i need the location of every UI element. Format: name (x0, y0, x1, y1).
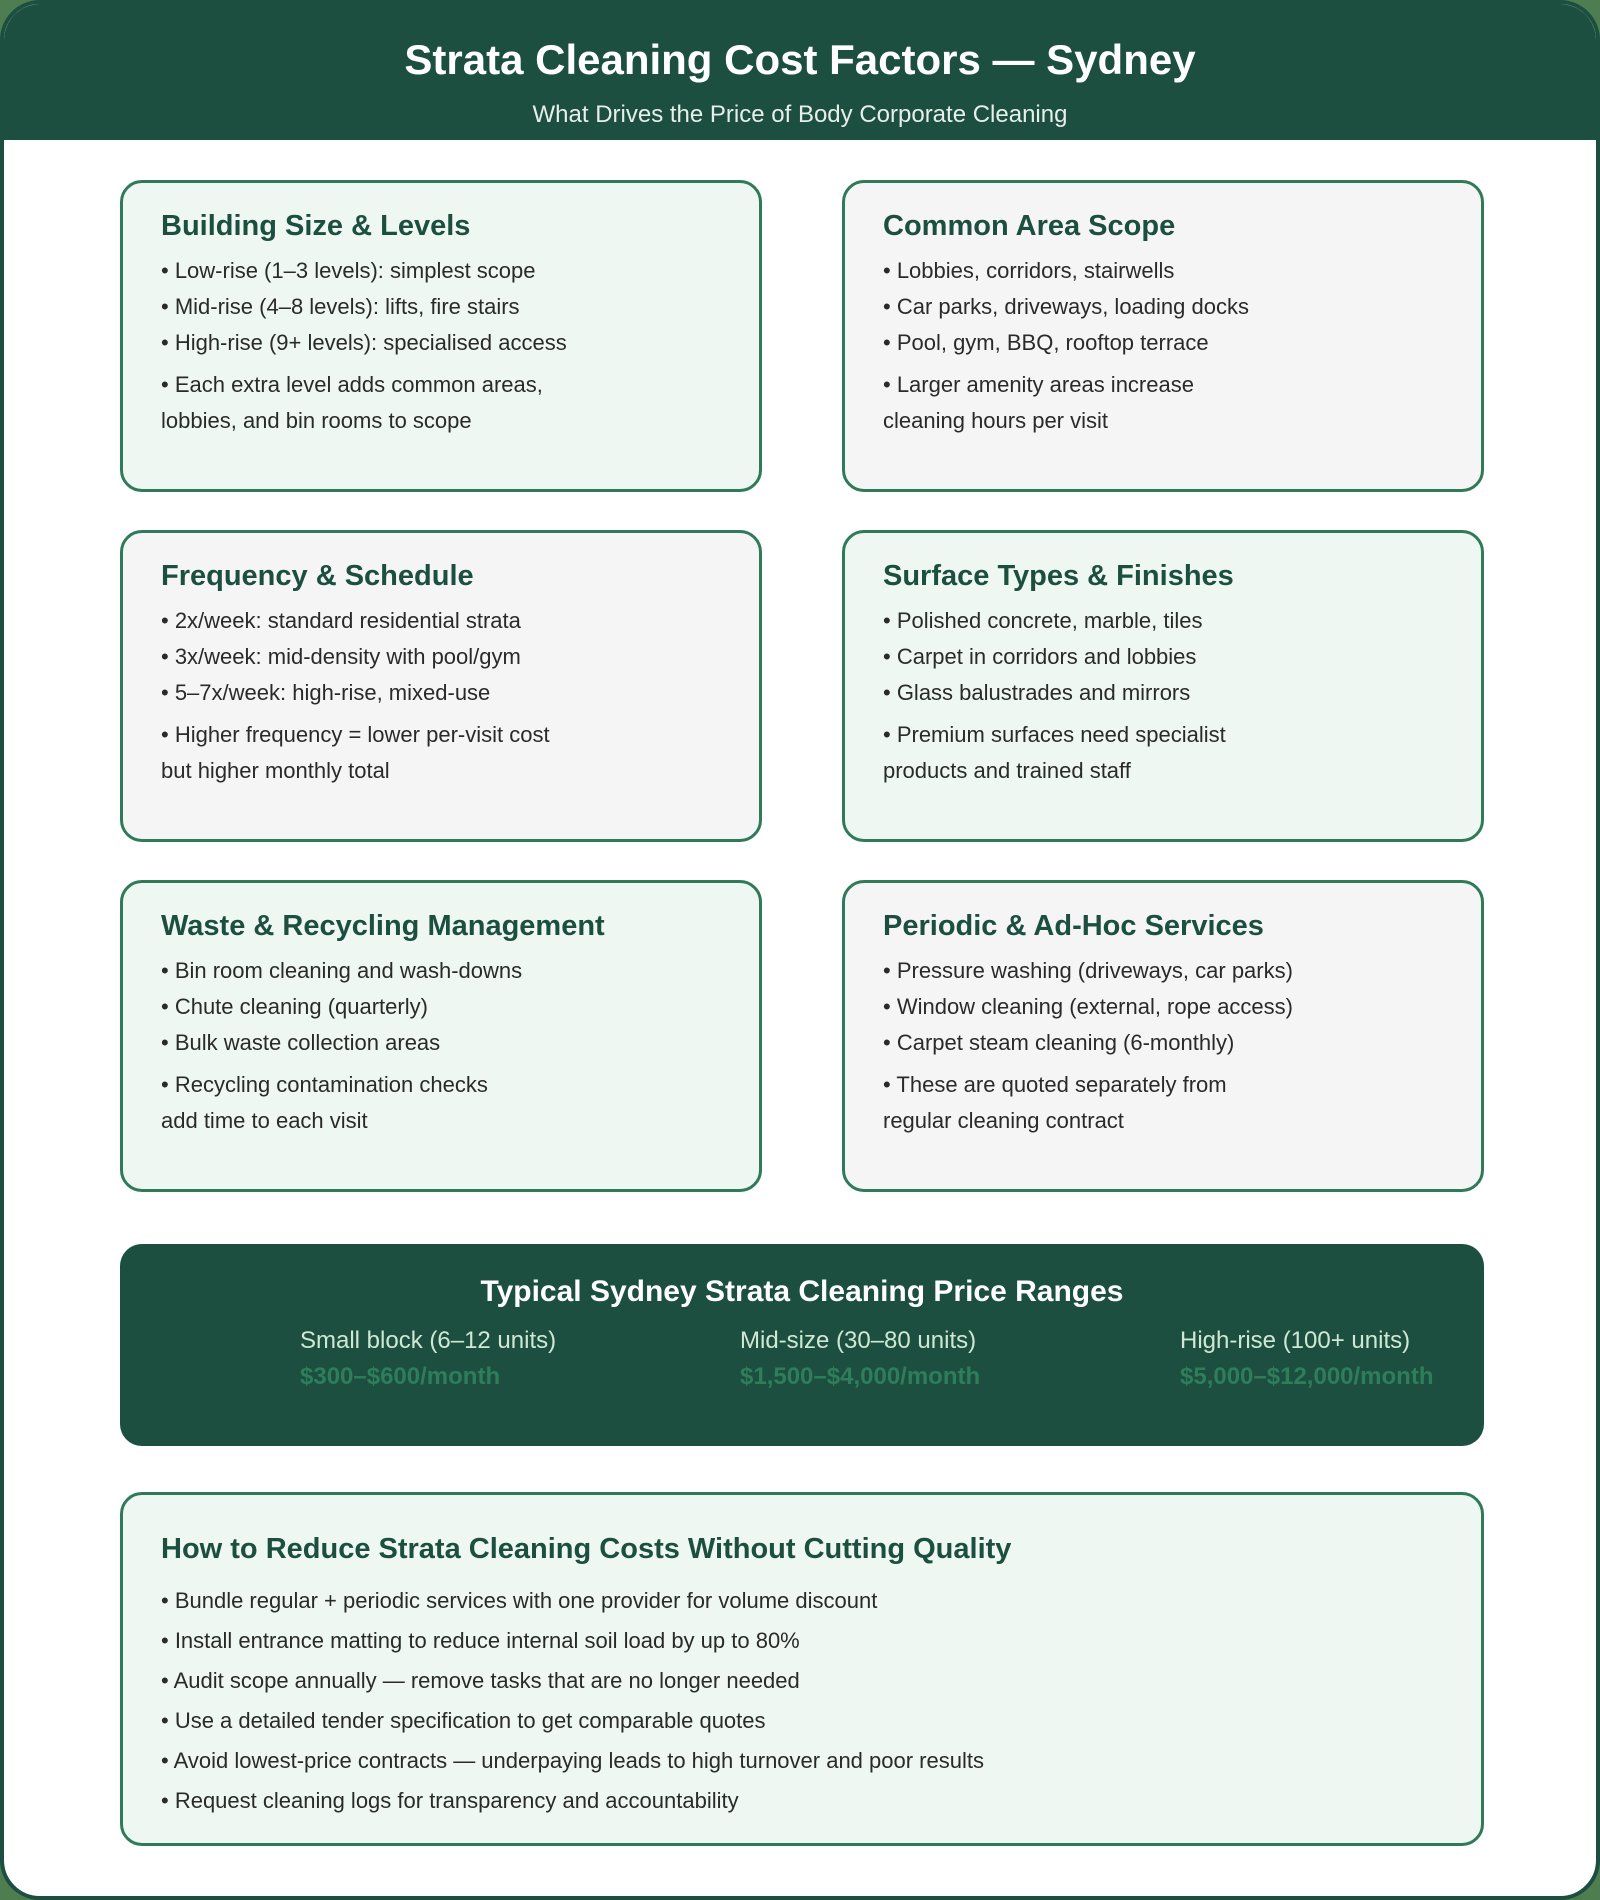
price-tier-high-rise (1180, 1324, 1434, 1396)
card-title: Waste & Recycling Management (161, 910, 605, 942)
list-item: • Window cleaning (external, rope access) (883, 994, 1293, 1019)
list-item: • Use a detailed tender specification to get comparable quotes (161, 1708, 766, 1733)
price-ranges-title: Typical Sydney Strata Cleaning Price Ranges (480, 1275, 1124, 1308)
list-item: • Pressure washing (driveways, car parks) (883, 958, 1293, 983)
list-item: • Chute cleaning (quarterly) (161, 994, 428, 1019)
list-item: • 3x/week: mid-density with pool/gym (161, 644, 521, 669)
card-list (883, 953, 1443, 1139)
list-item: • Glass balustrades and mirrors (883, 680, 1191, 705)
list-note-line: • Each extra level adds common areas, (161, 372, 543, 397)
list-item: • Request cleaning logs for transparency and accountability (161, 1788, 739, 1813)
list-item: • Lobbies, corridors, stairwells (883, 258, 1175, 283)
page-title: Strata Cleaning Cost Factors — Sydney (404, 36, 1196, 83)
price-tier-mid (740, 1324, 980, 1396)
card-title: Periodic & Ad-Hoc Services (883, 910, 1264, 942)
tips-list (161, 1581, 1443, 1821)
card-list (161, 253, 721, 439)
list-note-line: • Recycling contamination checks (161, 1072, 488, 1097)
list-item: • Bulk waste collection areas (161, 1030, 441, 1055)
card-title: Building Size & Levels (161, 210, 471, 242)
card-frequency-schedule (120, 530, 762, 842)
list-item: • Pool, gym, BBQ, rooftop terrace (883, 330, 1209, 355)
list-item: • Bundle regular + periodic services with one provider for volume discount (161, 1588, 878, 1613)
list-note-line: lobbies, and bin rooms to scope (161, 408, 472, 433)
card-list (883, 253, 1443, 439)
card-title: Common Area Scope (883, 210, 1176, 242)
list-note-line: • Higher frequency = lower per-visit cost (161, 722, 550, 747)
price-tiers (120, 1324, 1484, 1414)
page-subtitle: What Drives the Price of Body Corporate Cleaning (532, 101, 1068, 128)
card-building-size (120, 180, 762, 492)
card-list (883, 603, 1443, 789)
card-common-area-scope (842, 180, 1484, 492)
price-tier-value: $300–$600/month (300, 1363, 501, 1390)
list-item: • Install entrance matting to reduce internal soil load by up to 80% (161, 1628, 800, 1653)
cost-reduction-tips (120, 1492, 1484, 1846)
price-tier-value: $5,000–$12,000/month (1180, 1363, 1434, 1390)
card-list (161, 953, 721, 1139)
list-item: • Avoid lowest-price contracts — underpaying leads to high turnover and poor results (161, 1748, 984, 1773)
list-note-line: add time to each visit (161, 1108, 368, 1133)
list-note-line: • These are quoted separately from (883, 1072, 1227, 1097)
price-tier-label: Mid-size (30–80 units) (740, 1327, 977, 1354)
list-note-line: but higher monthly total (161, 758, 390, 783)
list-item: • Carpet in corridors and lobbies (883, 644, 1197, 669)
card-title: Surface Types & Finishes (883, 560, 1234, 592)
list-item: • Mid-rise (4–8 levels): lifts, fire stairs (161, 294, 520, 319)
list-note-line: • Larger amenity areas increase (883, 372, 1194, 397)
list-item: • Carpet steam cleaning (6-monthly) (883, 1030, 1235, 1055)
card-waste-recycling (120, 880, 762, 1192)
list-note-line: regular cleaning contract (883, 1108, 1124, 1133)
price-tier-small (300, 1324, 556, 1396)
tips-title: How to Reduce Strata Cleaning Costs Without Cutting Quality (161, 1533, 1012, 1565)
list-item: • Bin room cleaning and wash-downs (161, 958, 523, 983)
header-banner (4, 4, 1596, 140)
list-item: • Audit scope annually — remove tasks that are no longer needed (161, 1668, 800, 1693)
card-list (161, 603, 721, 789)
price-tier-value: $1,500–$4,000/month (740, 1363, 981, 1390)
list-note-line: • Premium surfaces need specialist (883, 722, 1226, 747)
card-title: Frequency & Schedule (161, 560, 474, 592)
card-surface-types (842, 530, 1484, 842)
list-note-line: products and trained staff (883, 758, 1131, 783)
list-item: • Polished concrete, marble, tiles (883, 608, 1203, 633)
list-item: • 5–7x/week: high-rise, mixed-use (161, 680, 491, 705)
price-tier-label: High-rise (100+ units) (1180, 1327, 1411, 1354)
price-tier-label: Small block (6–12 units) (300, 1327, 557, 1354)
price-ranges-panel (120, 1244, 1484, 1446)
list-item: • High-rise (9+ levels): specialised access (161, 330, 567, 355)
list-item: • 2x/week: standard residential strata (161, 608, 521, 633)
card-periodic-services (842, 880, 1484, 1192)
cost-factor-grid (120, 180, 1484, 1192)
list-item: • Car parks, driveways, loading docks (883, 294, 1249, 319)
list-item: • Low-rise (1–3 levels): simplest scope (161, 258, 536, 283)
list-note-line: cleaning hours per visit (883, 408, 1109, 433)
